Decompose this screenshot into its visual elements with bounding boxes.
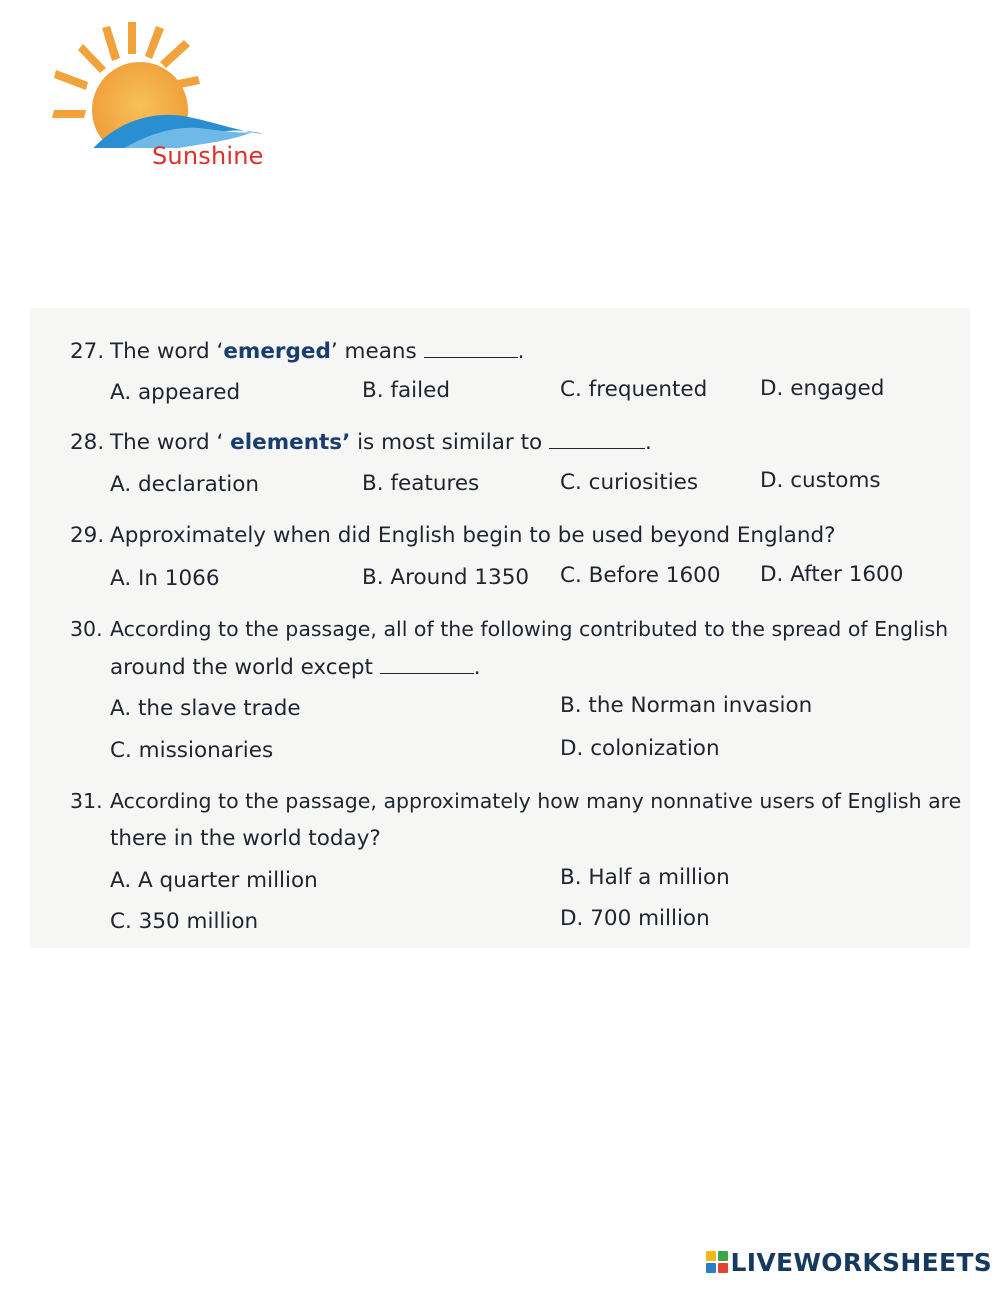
question-28: 28. The word ‘ elements’ is most similar to . (70, 430, 652, 455)
option-28a[interactable]: A. declaration (110, 472, 260, 497)
question-number: 27. (70, 339, 105, 364)
option-30a[interactable]: A. the slave trade (110, 696, 301, 721)
option-31a[interactable]: A. A quarter million (110, 868, 318, 893)
liveworksheets-footer (706, 1247, 992, 1277)
option-31d[interactable]: D. 700 million (560, 906, 710, 931)
option-28d[interactable]: D. customs (760, 468, 881, 493)
answer-blank[interactable] (380, 655, 474, 674)
answer-blank[interactable] (549, 430, 645, 449)
option-31b[interactable]: B. Half a million (560, 865, 730, 890)
option-30d[interactable]: D. colonization (560, 736, 720, 761)
option-27c[interactable]: C. frequented (560, 377, 708, 402)
option-31c[interactable]: C. 350 million (110, 909, 259, 934)
answer-blank[interactable] (424, 339, 518, 358)
keyword: elements’ (230, 430, 351, 455)
option-29b[interactable]: B. Around 1350 (362, 565, 530, 590)
keyword: emerged (223, 339, 331, 364)
question-number: 28. (70, 430, 105, 455)
question-27: 27. The word ‘emerged’ means . (70, 339, 525, 364)
sun-wave-icon (48, 18, 278, 148)
brand-name: Sunshine (152, 142, 264, 170)
option-29c[interactable]: C. Before 1600 (560, 563, 721, 588)
option-30c[interactable]: C. missionaries (110, 738, 274, 763)
question-31: 31. According to the passage, approximately how many nonnative users of English are (70, 789, 962, 813)
question-number: 31. (70, 789, 103, 813)
option-28c[interactable]: C. curiosities (560, 470, 699, 495)
option-29a[interactable]: A. In 1066 (110, 566, 220, 591)
question-number: 29. (70, 523, 105, 548)
option-28b[interactable]: B. features (362, 471, 480, 496)
liveworksheets-logo-icon (706, 1251, 728, 1273)
sunshine-logo (48, 18, 278, 178)
option-27a[interactable]: A. appeared (110, 380, 241, 405)
question-30: 30. According to the passage, all of the following contributed to the spread of English (70, 617, 949, 641)
option-27b[interactable]: B. failed (362, 378, 450, 403)
option-27d[interactable]: D. engaged (760, 376, 885, 401)
question-31-line2: there in the world today? (110, 826, 381, 851)
question-number: 30. (70, 617, 103, 641)
question-30-line2: around the world except . (110, 655, 481, 680)
option-30b[interactable]: B. the Norman invasion (560, 693, 813, 718)
option-29d[interactable]: D. After 1600 (760, 562, 904, 587)
liveworksheets-wordmark: LIVEWORKSHEETS (730, 1247, 992, 1277)
question-29: 29. Approximately when did English begin to be used beyond England? (70, 523, 836, 548)
